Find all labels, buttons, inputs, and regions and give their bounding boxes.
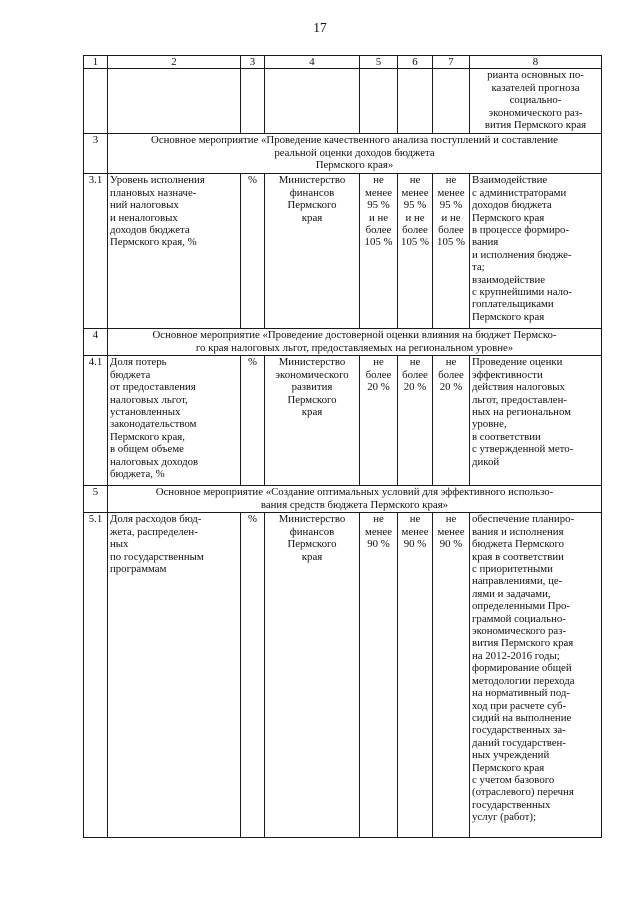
section-number: 3: [84, 134, 108, 174]
section-title: Основное мероприятие «Проведение качественного анализа поступлений и составление реальной оценки доходов бюджета Пермского края»: [108, 134, 602, 174]
section-title: Основное мероприятие «Проведение достоверной оценки влияния на бюджет Пермско- го края налоговых льгот, предоставляемых на региональном уровне»: [108, 329, 602, 356]
indicator-number: 4.1: [84, 356, 108, 486]
responsible-body: Министерство финансов Пермского края: [265, 174, 360, 329]
value-year-1: не более 20 %: [360, 356, 398, 486]
indicator-row-4-1: [84, 356, 602, 486]
responsible-body: Министерство финансов Пермского края: [265, 513, 360, 838]
cell-activity-text: рианта основных по- казателей прогноза социально- экономического раз- вития Пермского края: [470, 69, 602, 134]
column-number-row: [84, 56, 602, 69]
value-year-2: не более 20 %: [398, 356, 433, 486]
section-number: 4: [84, 329, 108, 356]
header-col-7: 7: [433, 56, 470, 69]
value-year-2: не менее 95 % и не более 105 %: [398, 174, 433, 329]
value-year-3: не более 20 %: [433, 356, 470, 486]
header-col-2: 2: [108, 56, 241, 69]
unit-of-measure: %: [241, 356, 265, 486]
value-year-1: не менее 95 % и не более 105 %: [360, 174, 398, 329]
page-number: 17: [313, 20, 327, 35]
indicator-row-5-1: [84, 513, 602, 838]
unit-of-measure: %: [241, 513, 265, 838]
indicator-name: Доля расходов бюд- жета, распределен- ных по государственным программам: [108, 513, 241, 838]
section-title: Основное мероприятие «Создание оптимальных условий для эффективного использо- вания средств бюджета Пермского края»: [108, 486, 602, 513]
indicator-number: 5.1: [84, 513, 108, 838]
section-number: 5: [84, 486, 108, 513]
continuation-row: [84, 69, 602, 134]
header-col-1: 1: [84, 56, 108, 69]
activity-description: Взаимодействие с администраторами доходов бюджета Пермского края в процессе формиро- вания и исполнения бюдже- та; взаимодействие с крупнейшими нало- гоплательщиками Пермского края: [470, 174, 602, 329]
header-col-8: 8: [470, 56, 602, 69]
section-row-3: [84, 134, 602, 174]
indicator-name: Уровень исполнения плановых назначе- ний налоговых и неналоговых доходов бюджета Пермского края, %: [108, 174, 241, 329]
value-year-3: не менее 90 %: [433, 513, 470, 838]
header-col-3: 3: [241, 56, 265, 69]
indicator-name: Доля потерь бюджета от предоставления налоговых льгот, установленных законодательством Пермского края, в общем объеме налоговых доходов бюджета, %: [108, 356, 241, 486]
activity-description: Проведение оценки эффективности действия налоговых льгот, предоставлен- ных на региональном уровне, в соответствии с утвержденной мето- дикой: [470, 356, 602, 486]
section-row-5: [84, 486, 602, 513]
header-col-6: 6: [398, 56, 433, 69]
value-year-3: не менее 95 % и не более 105 %: [433, 174, 470, 329]
indicator-number: 3.1: [84, 174, 108, 329]
header-col-5: 5: [360, 56, 398, 69]
indicator-row-3-1: [84, 174, 602, 329]
section-row-4: [84, 329, 602, 356]
value-year-2: не менее 90 %: [398, 513, 433, 838]
responsible-body: Министерство экономического развития Пермского края: [265, 356, 360, 486]
activity-description: обеспечение планиро- вания и исполнения бюджета Пермского края в соответствии с приоритетными направлениями, це- лями и задачами, определенными Про- граммой социально- экономического раз- вития Пермского края на 2012-2016 годы; формирование общей методологии перехода на нормативный под- ход при расчете суб- сидий на выполнение государственных за- даний государствен- ных учреждений Пермского края с учетом базового (отраслевого) перечня государственных услуг (работ);: [470, 513, 602, 838]
value-year-1: не менее 90 %: [360, 513, 398, 838]
unit-of-measure: %: [241, 174, 265, 329]
header-col-4: 4: [265, 56, 360, 69]
indicators-table: [83, 55, 602, 838]
